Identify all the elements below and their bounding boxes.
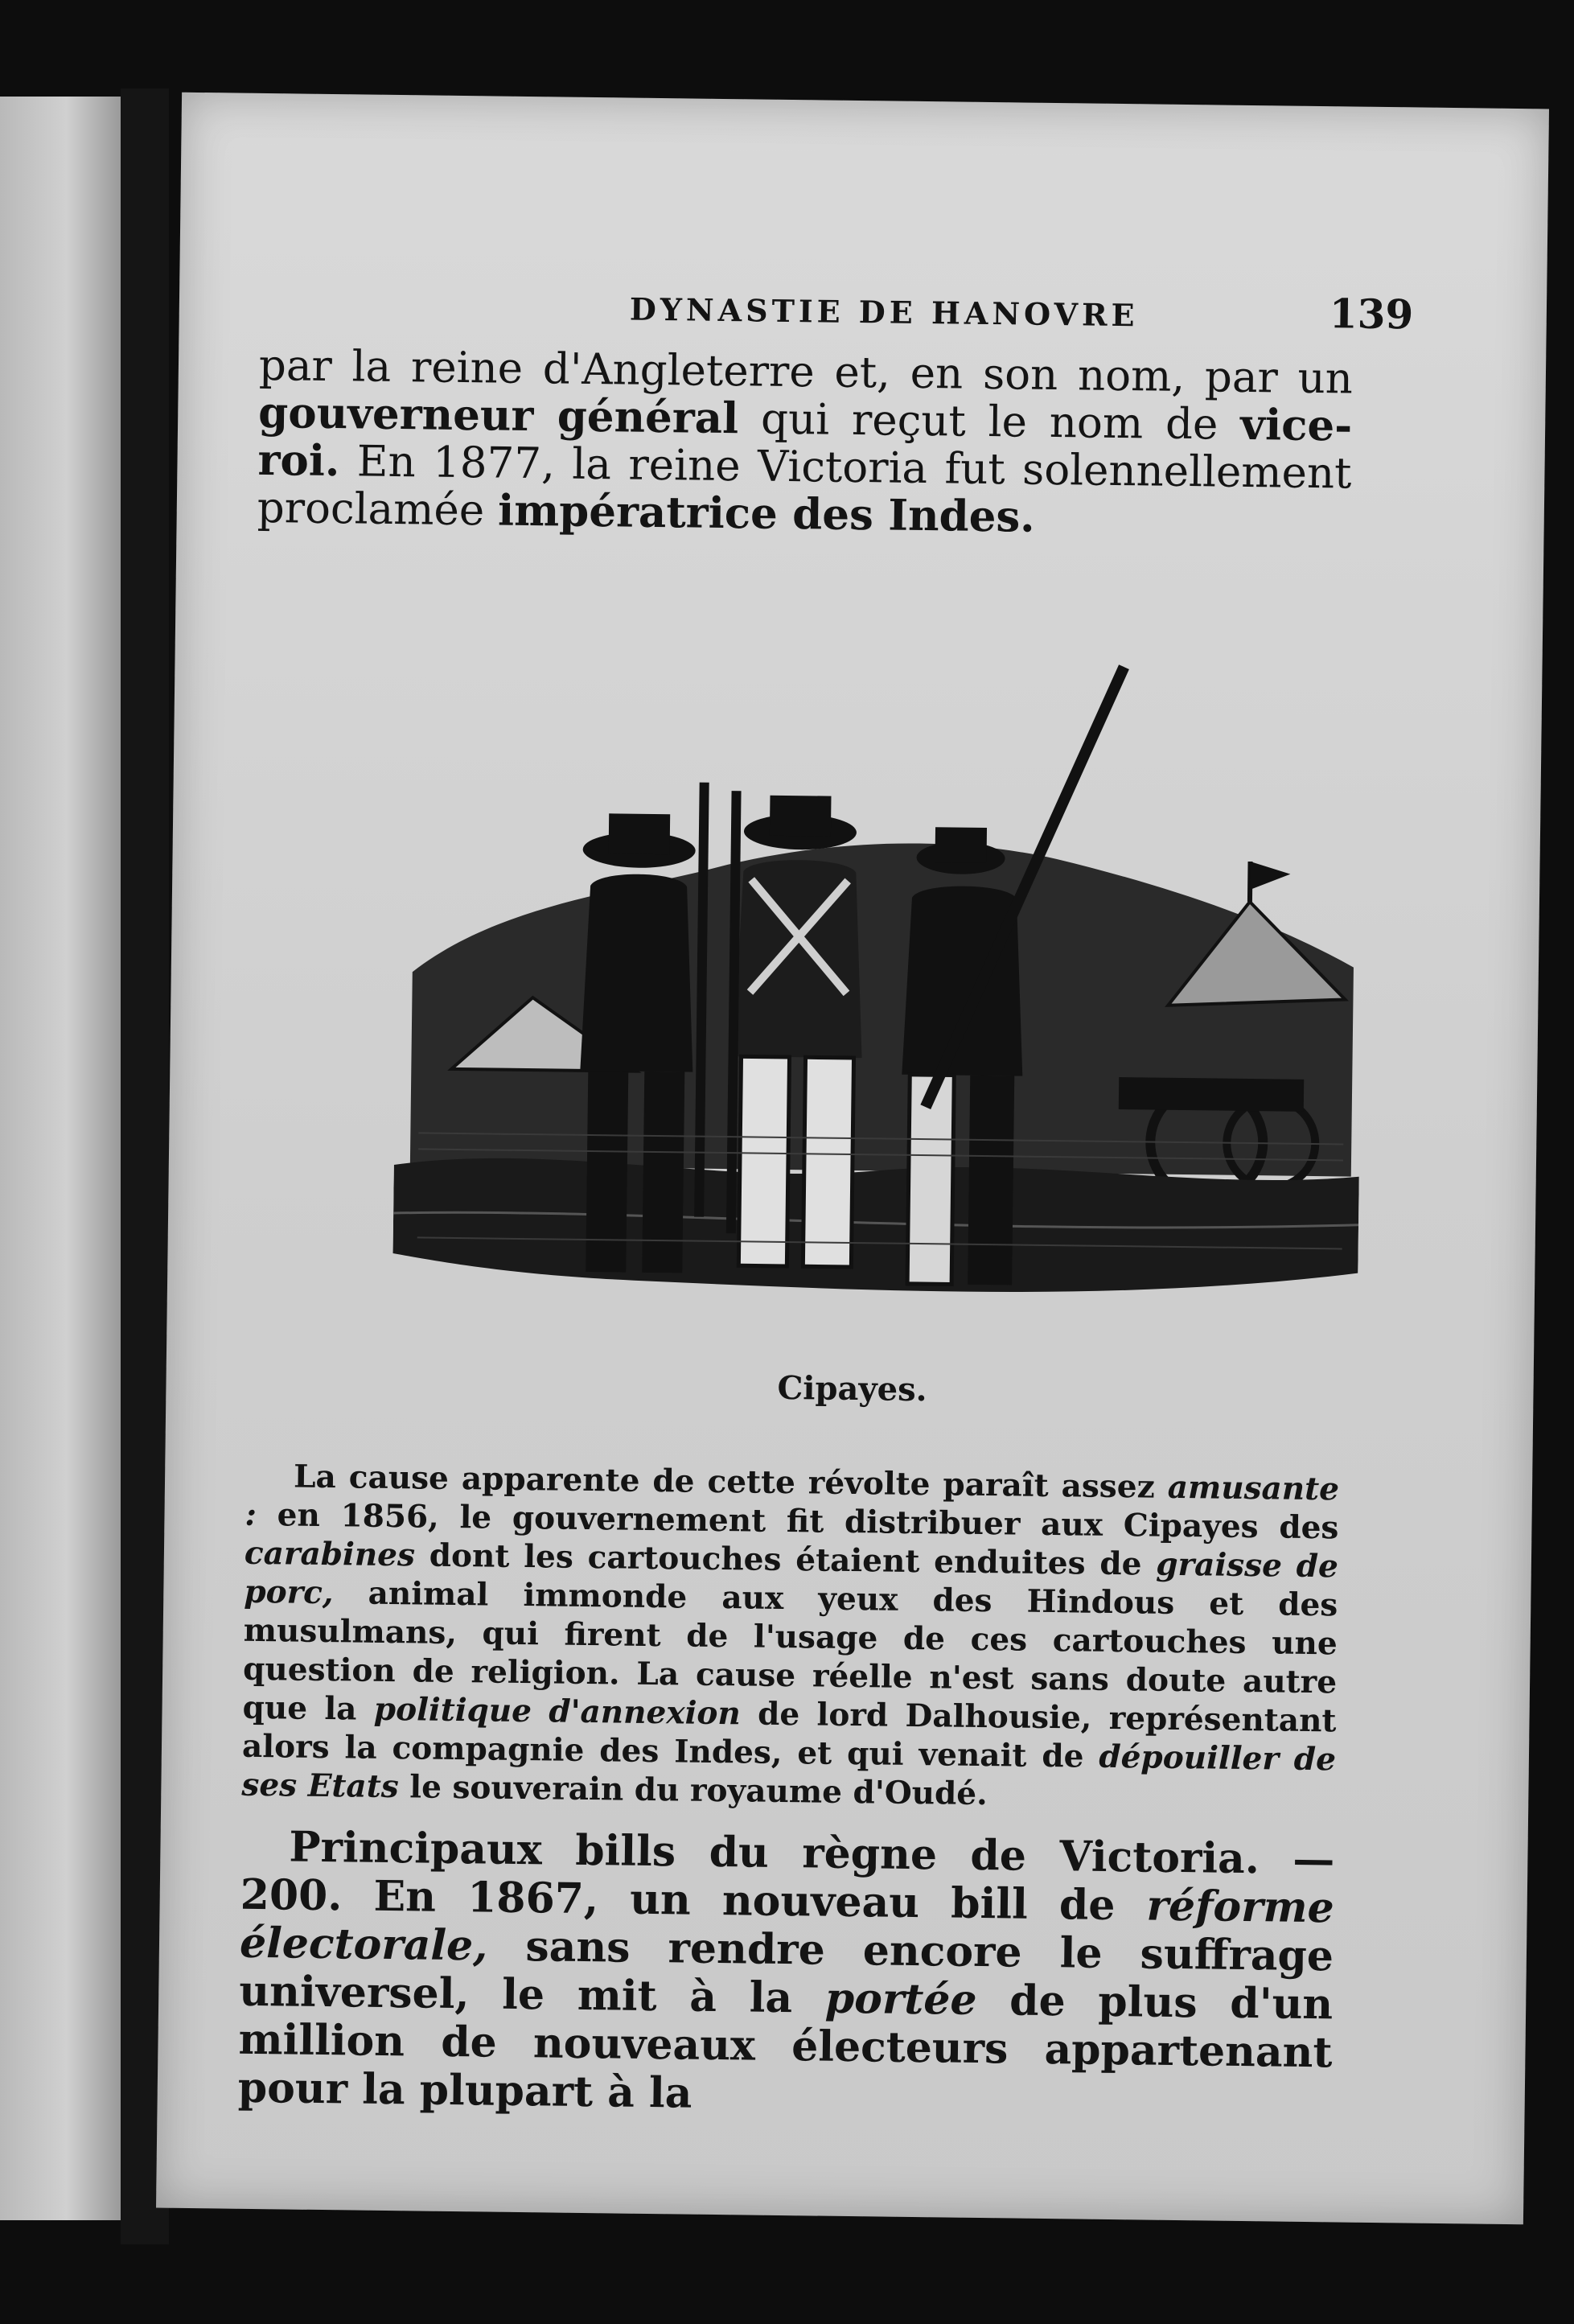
bold-term: million xyxy=(238,2014,405,2067)
section-heading: Principaux bills du règne de Victoria. xyxy=(289,1822,1260,1884)
text-run: sans rendre encore le suffrage universel, le mit à la xyxy=(238,1921,1334,2023)
text-run: — 200. En 1867, un nouveau bill de xyxy=(240,1834,1335,1931)
italic-term: dépouiller de ses Etats xyxy=(241,1738,1337,1806)
text-run: qui reçut le nom de xyxy=(738,394,1241,450)
text-run: animal immonde aux yeux des Hindous et des musulmans, qui firent de l'usage de ces cartouches une question de religion. La cause réelle n'est sans doute autre que la xyxy=(242,1574,1338,1728)
text-run: par la reine d'Angleterre et, en son nom, par un xyxy=(258,340,1354,404)
paragraph-cause xyxy=(241,1457,1339,1818)
bold-term: gouverneur général xyxy=(257,387,739,444)
engraving-sepoys xyxy=(392,650,1365,1338)
facing-page-edge xyxy=(0,97,121,2220)
text-run: le souverain du royaume d'Oudé. xyxy=(398,1768,988,1813)
text-run: de plus d'un xyxy=(976,1975,1334,2030)
text-run: En 1877, la reine Victoria fut solennellement proclamée xyxy=(257,437,1352,536)
figure-caption: Cipayes. xyxy=(777,1368,927,1409)
italic-term: carabines xyxy=(244,1534,416,1574)
bold-term: vice-roi. xyxy=(257,399,1353,487)
text-run: en 1856, le gouvernement fit distribuer aux Cipayes des xyxy=(256,1495,1339,1547)
italic-term: graisse de porc, xyxy=(244,1545,1339,1612)
text-run: La cause apparente de cette révolte paraît assez xyxy=(293,1458,1169,1506)
italic-term: portée xyxy=(824,1973,977,2025)
italic-term: politique d'annexion xyxy=(373,1690,742,1733)
book-page xyxy=(156,93,1549,2225)
italic-term: réforme électorale, xyxy=(239,1881,1335,1971)
italic-term: amusante : xyxy=(245,1468,1340,1533)
paragraph-bills xyxy=(237,1823,1334,2126)
text-run: de lord Dalhousie, représentant alors la compagnie des Indes, et qui venait de xyxy=(241,1695,1337,1775)
text-run: dont les cartouches étaient enduites de xyxy=(414,1536,1157,1583)
page-number: 139 xyxy=(1329,290,1414,339)
paragraph-intro xyxy=(257,340,1354,545)
bold-term: impératrice des Indes. xyxy=(497,485,1036,542)
text-run: de nouveaux électeurs appartenant pour la plupart à la xyxy=(237,2017,1333,2118)
running-title: DYNASTIE DE HANOVRE xyxy=(629,290,1139,334)
